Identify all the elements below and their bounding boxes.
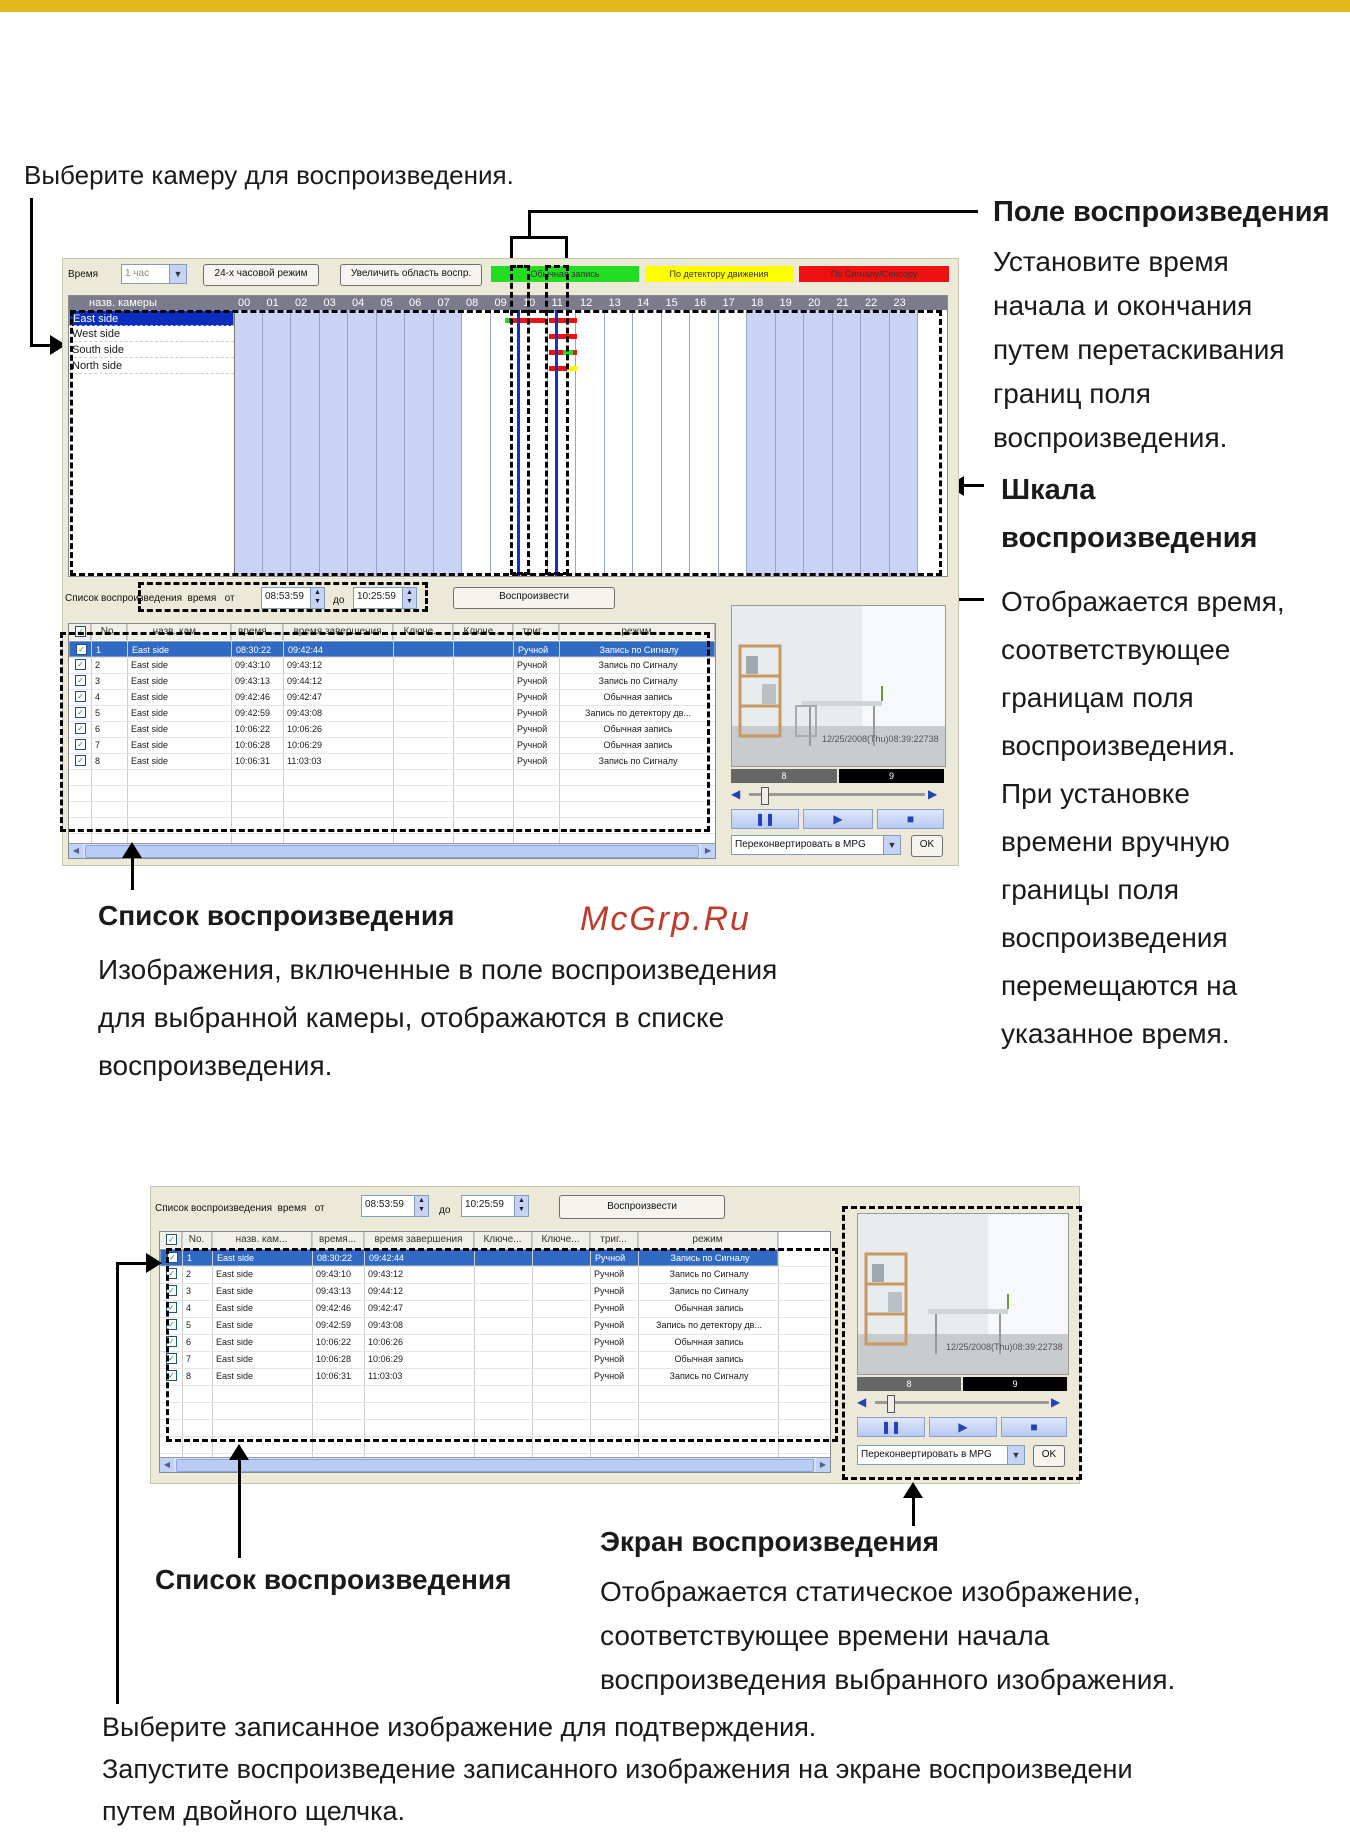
spinner-icon[interactable]: ▲ ▼ (402, 588, 416, 608)
table-cell: East side (131, 676, 169, 686)
field-highlight (545, 265, 569, 575)
table-cell: 09:42:47 (368, 1303, 404, 1313)
table-cell: Ручной (594, 1337, 625, 1347)
table-cell: East side (217, 1253, 255, 1263)
table-cell: 10:06:28 (235, 740, 271, 750)
annotation-list-title: Список воспроизведения (98, 900, 455, 931)
watermark: McGrp.Ru (580, 900, 751, 938)
annotation-bottom-desc: Выберите записанное изображение для подтверждения. Запустите воспроизведение записанного изображения на экране воспроизведени путем двойного щелчка. (102, 1712, 1133, 1826)
camera-item[interactable]: North side (69, 358, 234, 374)
row-checkbox[interactable]: ✓ (75, 739, 86, 750)
preview-timestamp: 12/25/2008(Thu)08:39:22738 (946, 1342, 1063, 1352)
frame-indicator: 9 (839, 769, 944, 783)
time-label: Время (68, 269, 99, 280)
table-cell: 09:42:44 (288, 645, 324, 655)
camera-name-header: назв. камеры (89, 297, 157, 309)
table-cell: Ручной (595, 1253, 626, 1263)
row-checkbox[interactable]: ✓ (75, 691, 86, 702)
check-icon: ✓ (166, 1234, 177, 1245)
table-cell: Запись по Сигналу (598, 676, 678, 686)
annotation-field-desc: Установите время начала и окончания путем перетаскивания границ поля воспроизведения. (993, 246, 1285, 453)
table-cell: 8 (95, 756, 101, 766)
table-cell: 09:43:12 (287, 660, 323, 670)
hour-label: 12 (580, 297, 593, 309)
hour-label: 00 (238, 297, 251, 309)
play-icon: ▶ (833, 812, 843, 826)
hour-label: 07 (437, 297, 450, 309)
hour-label: 18 (751, 297, 764, 309)
table-cell: 10:06:28 (316, 1354, 352, 1364)
scroll-left-icon[interactable]: ◀ (160, 1458, 174, 1472)
annotation-select-camera: Выберите камеру для воспроизведения. (24, 160, 514, 190)
table-cell: 7 (186, 1354, 192, 1364)
table-cell: Обычная запись (603, 724, 673, 734)
table-cell: Обычная запись (603, 692, 673, 702)
hour-label: 22 (865, 297, 878, 309)
annotation-field-title: Поле воспроизведения (993, 196, 1330, 228)
connector-line (962, 484, 984, 487)
table-cell: 8 (186, 1371, 192, 1381)
arrow-up-icon (122, 842, 142, 858)
row-checkbox[interactable]: ✓ (75, 707, 86, 718)
prev-icon[interactable]: ◀ (857, 1395, 867, 1409)
to-time-field[interactable]: 10:25:59 ▲ ▼ (461, 1195, 529, 1217)
table-cell: 10:06:22 (316, 1337, 352, 1347)
convert-select[interactable]: Переконвертировать в MPG ▼ (857, 1445, 1025, 1465)
column-header[interactable]: No. (91, 624, 127, 640)
table-cell: 09:42:59 (235, 708, 271, 718)
table-cell: 09:44:12 (368, 1286, 404, 1296)
row-checkbox[interactable]: ✓ (75, 659, 86, 670)
table-cell: Запись по Сигналу (669, 1371, 749, 1381)
table-cell: Запись по детектору дв... (656, 1320, 762, 1330)
table-cell: Запись по Сигналу (669, 1269, 749, 1279)
table-cell: Ручной (517, 756, 548, 766)
to-label: до (333, 595, 345, 606)
hour-label: 15 (665, 297, 678, 309)
table-cell: Запись по Сигналу (670, 1253, 750, 1263)
scroll-right-icon[interactable]: ▶ (816, 1458, 830, 1472)
table-cell: 7 (95, 740, 101, 750)
ok-button[interactable]: OK (1033, 1445, 1065, 1467)
column-header[interactable]: триг... (590, 1232, 638, 1248)
table-cell: Ручной (517, 708, 548, 718)
table-cell: East side (216, 1320, 254, 1330)
table-cell: 4 (95, 692, 101, 702)
table-cell: 09:43:10 (316, 1269, 352, 1279)
table-cell: 2 (95, 660, 101, 670)
table-cell: East side (131, 724, 169, 734)
row-checkbox[interactable]: ✓ (166, 1268, 177, 1279)
table-cell: 09:44:12 (287, 676, 323, 686)
next-icon[interactable]: ▶ (1051, 1395, 1061, 1409)
table-cell: 09:42:47 (287, 692, 323, 702)
row-checkbox[interactable]: ✓ (76, 644, 87, 655)
table-cell: 10:06:26 (287, 724, 323, 734)
column-header[interactable]: назв. кам... (212, 1232, 312, 1248)
table-cell: 09:43:10 (235, 660, 271, 670)
hour-label: 03 (323, 297, 336, 309)
24h-mode-button[interactable]: 24-х часовой режим (203, 264, 319, 286)
screen-highlight (842, 1206, 1082, 1480)
table-cell: Запись по Сигналу (598, 756, 678, 766)
table-cell: Запись по Сигналу (598, 660, 678, 670)
connector-line (131, 856, 134, 890)
scroll-thumb[interactable] (85, 845, 699, 858)
hour-label: 23 (893, 297, 906, 309)
row-checkbox[interactable]: ✓ (166, 1302, 177, 1313)
table-cell: 10:06:22 (235, 724, 271, 734)
arrow-up-icon (229, 1444, 249, 1460)
stop-icon: ■ (906, 812, 915, 826)
arrow-right-icon (146, 1253, 162, 1273)
annotation-screen-title: Экран воспроизведения (600, 1526, 939, 1557)
table-cell: 3 (95, 676, 101, 686)
connector-line (528, 210, 978, 213)
table-cell: Обычная запись (674, 1354, 744, 1364)
hour-label: 13 (608, 297, 621, 309)
stop-icon: ■ (1030, 1420, 1038, 1434)
hour-label: 10 (523, 297, 536, 309)
table-cell: Обычная запись (603, 740, 673, 750)
hour-label: 16 (694, 297, 707, 309)
table-cell: East side (216, 1269, 254, 1279)
table-cell: 4 (186, 1303, 192, 1313)
list-highlight (166, 1248, 838, 1442)
table-cell: 09:42:46 (235, 692, 271, 702)
hour-label: 06 (409, 297, 422, 309)
table-cell: 6 (95, 724, 101, 734)
table-cell: 5 (186, 1320, 192, 1330)
row-checkbox[interactable]: ✓ (75, 675, 86, 686)
table-cell: East side (132, 645, 170, 655)
legend-normal: Обычная запись (491, 266, 639, 282)
play-icon: ▶ (958, 1420, 968, 1434)
hour-label: 08 (466, 297, 479, 309)
to-label: до (439, 1205, 451, 1216)
table-cell: Ручной (517, 660, 548, 670)
chevron-down-icon: ▼ (883, 836, 900, 854)
column-header[interactable]: время... (231, 624, 283, 640)
spinner-icon[interactable]: ▲ ▼ (310, 588, 324, 608)
hour-label: 11 (551, 297, 563, 309)
annotation-scale-title: Шкала воспроизведения (1001, 474, 1258, 554)
connector-line (528, 210, 531, 238)
list-highlight (60, 632, 710, 832)
camera-item[interactable]: South side (69, 342, 234, 358)
column-header[interactable]: время завершения (364, 1232, 474, 1248)
annotation-list-desc: Изображения, включенные в поле воспроизведения для выбранной камеры, отображаются в списке воспроизведения. (98, 954, 778, 1081)
table-cell: 1 (96, 645, 102, 655)
table-cell: East side (216, 1286, 254, 1296)
to-time-field[interactable]: 10:25:59 ▲ ▼ (353, 587, 417, 609)
table-cell: 09:43:13 (235, 676, 271, 686)
frame-indicator: 9 (963, 1377, 1067, 1391)
table-cell: 1 (187, 1253, 193, 1263)
convert-select[interactable]: Переконвертировать в MPG ▼ (731, 835, 901, 855)
table-cell: Ручной (517, 740, 548, 750)
table-cell: 09:43:08 (368, 1320, 404, 1330)
prev-icon[interactable]: ◀ (731, 787, 741, 801)
row-checkbox[interactable]: ✓ (166, 1370, 177, 1381)
connector-line (238, 1458, 241, 1558)
connector-line (912, 1496, 915, 1526)
pause-button[interactable] (731, 809, 799, 829)
camera-item[interactable]: East side (69, 310, 234, 326)
table-cell: 09:43:08 (287, 708, 323, 718)
horizontal-scrollbar[interactable] (69, 843, 715, 858)
time-range-select[interactable]: 1 час ▼ (121, 264, 187, 284)
from-time-field[interactable]: 08:53:59 ▲ ▼ (261, 587, 325, 609)
spinner-icon[interactable]: ▲ ▼ (514, 1196, 528, 1216)
table-cell: 10:06:26 (368, 1337, 404, 1347)
play-button[interactable]: Воспроизвести (559, 1195, 725, 1219)
scale-highlight (70, 310, 942, 576)
zoom-area-button[interactable]: Увеличить область воспр. (340, 264, 482, 286)
table-cell: Ручной (517, 724, 548, 734)
table-cell: East side (131, 708, 169, 718)
table-cell: Ручной (594, 1303, 625, 1313)
seek-bar[interactable] (731, 785, 944, 805)
hour-label: 19 (779, 297, 792, 309)
ok-button[interactable]: OK (911, 835, 943, 857)
list-label: Список воспроизведения время от (65, 593, 235, 604)
table-cell: Ручной (517, 676, 548, 686)
column-header[interactable]: триг... (513, 624, 559, 640)
table-cell: Ручной (594, 1371, 625, 1381)
column-header[interactable]: Ключе... (393, 624, 453, 640)
scroll-right-icon[interactable]: ▶ (701, 844, 715, 858)
connector-line (116, 1262, 148, 1265)
table-cell: 11:03:03 (287, 756, 322, 766)
table-cell: East side (131, 756, 169, 766)
connector-line (30, 198, 33, 346)
hour-label: 09 (494, 297, 507, 309)
row-checkbox[interactable]: ✓ (166, 1319, 177, 1330)
column-header[interactable]: Ключе... (532, 1232, 590, 1248)
play-control-button[interactable] (803, 809, 873, 829)
hour-label: 04 (352, 297, 365, 309)
frame-indicator: 8 (731, 769, 837, 783)
table-cell: Ручной (594, 1320, 625, 1330)
column-header[interactable]: режим (559, 624, 715, 640)
table-cell: East side (216, 1303, 254, 1313)
table-cell: East side (131, 740, 169, 750)
table-cell: 5 (95, 708, 101, 718)
table-cell: 11:03:03 (368, 1371, 403, 1381)
annotation-screen-desc: Отображается статическое изображение, соответствующее времени начала воспроизведения выбранного изображения. (600, 1576, 1176, 1695)
hour-label: 01 (266, 297, 279, 309)
list-label: Список воспроизведения время от (155, 1203, 325, 1214)
table-cell: 6 (186, 1337, 192, 1347)
arrow-up-icon (903, 1482, 923, 1498)
table-cell: 3 (186, 1286, 192, 1296)
chevron-down-icon: ▼ (1007, 1446, 1024, 1464)
table-cell: Ручной (594, 1269, 625, 1279)
row-checkbox[interactable]: ✓ (166, 1336, 177, 1347)
table-cell: 08:30:22 (236, 645, 272, 655)
table-cell: 08:30:22 (317, 1253, 353, 1263)
check-icon: ✓ (75, 626, 86, 637)
table-cell: Обычная запись (674, 1303, 744, 1313)
table-cell: 10:06:31 (235, 756, 271, 766)
table-cell: Запись по Сигналу (599, 645, 679, 655)
annotation-list-title-2: Список воспроизведения (155, 1564, 512, 1595)
table-cell: 09:42:46 (316, 1303, 352, 1313)
spinner-icon[interactable]: ▲ ▼ (414, 1196, 428, 1216)
connector-line (510, 236, 568, 239)
table-cell: 10:06:29 (368, 1354, 404, 1364)
hour-label: 20 (808, 297, 821, 309)
table-cell: Ручной (517, 692, 548, 702)
hour-label: 05 (380, 297, 393, 309)
time-highlight (138, 582, 428, 612)
pause-icon: ❚❚ (754, 812, 776, 826)
scroll-thumb[interactable] (176, 1459, 814, 1472)
connector-line (116, 1262, 119, 1704)
hour-label: 21 (836, 297, 849, 309)
table-cell: East side (216, 1371, 254, 1381)
table-cell: Запись по детектору дв... (585, 708, 691, 718)
scroll-left-icon[interactable]: ◀ (69, 844, 83, 858)
table-cell: Ручной (518, 645, 549, 655)
select-all-checkbox[interactable] (160, 1232, 182, 1248)
row-checkbox[interactable]: ✓ (166, 1285, 177, 1296)
from-time-field[interactable]: 08:53:59 ▲ ▼ (361, 1195, 429, 1217)
table-cell: East side (216, 1337, 254, 1347)
chevron-down-icon: ▼ (169, 265, 186, 283)
table-cell: 09:43:13 (316, 1286, 352, 1296)
frame-indicator: 8 (857, 1377, 961, 1391)
pause-icon: ❚❚ (880, 1420, 902, 1434)
row-checkbox[interactable]: ✓ (167, 1252, 178, 1263)
annotation-time-desc: Отображается время, соответствующее границам поля воспроизведения. При установке времени вручную границы поля воспроизведения перемещаются на указанное время. (1001, 586, 1285, 1049)
stop-button[interactable] (877, 809, 944, 829)
table-cell: 09:42:44 (369, 1253, 405, 1263)
column-header[interactable]: Ключе... (453, 624, 513, 640)
row-checkbox[interactable]: ✓ (75, 755, 86, 766)
legend-motion: По детектору движения (645, 266, 793, 282)
table-cell: East side (131, 692, 169, 702)
preview-timestamp: 12/25/2008(Thu)08:39:22738 (822, 734, 939, 744)
table-cell: East side (216, 1354, 254, 1364)
playback-screen[interactable] (731, 605, 946, 767)
table-cell: 09:43:12 (368, 1269, 404, 1279)
camera-item[interactable]: West side (69, 326, 234, 342)
column-header[interactable]: Ключе... (474, 1232, 532, 1248)
seek-thumb[interactable] (761, 787, 769, 805)
table-cell: Запись по Сигналу (669, 1286, 749, 1296)
column-header[interactable]: время... (312, 1232, 364, 1248)
table-cell: East side (131, 660, 169, 670)
table-cell: Ручной (594, 1354, 625, 1364)
column-header[interactable]: режим (638, 1232, 778, 1248)
row-checkbox[interactable]: ✓ (166, 1353, 177, 1364)
table-cell: 10:06:31 (316, 1371, 352, 1381)
column-header[interactable]: время завершения (283, 624, 393, 640)
top-accent-bar (0, 0, 1350, 12)
hour-label: 14 (637, 297, 650, 309)
row-checkbox[interactable]: ✓ (75, 723, 86, 734)
legend-sensor: По Сигналу/Сенсору (799, 266, 949, 282)
table-cell: 10:06:29 (287, 740, 323, 750)
next-icon[interactable]: ▶ (928, 787, 938, 801)
connector-line (30, 344, 52, 347)
column-header[interactable]: No. (182, 1232, 212, 1248)
field-highlight (510, 265, 530, 575)
hour-label: 17 (722, 297, 735, 309)
hour-label: 02 (295, 297, 308, 309)
table-cell: Ручной (594, 1286, 625, 1296)
column-header[interactable]: назв. кам... (127, 624, 231, 640)
table-cell: 2 (186, 1269, 192, 1279)
play-button[interactable]: Воспроизвести (453, 587, 615, 609)
horizontal-scrollbar[interactable] (160, 1457, 830, 1472)
table-cell: 09:42:59 (316, 1320, 352, 1330)
table-cell: Обычная запись (674, 1337, 744, 1347)
